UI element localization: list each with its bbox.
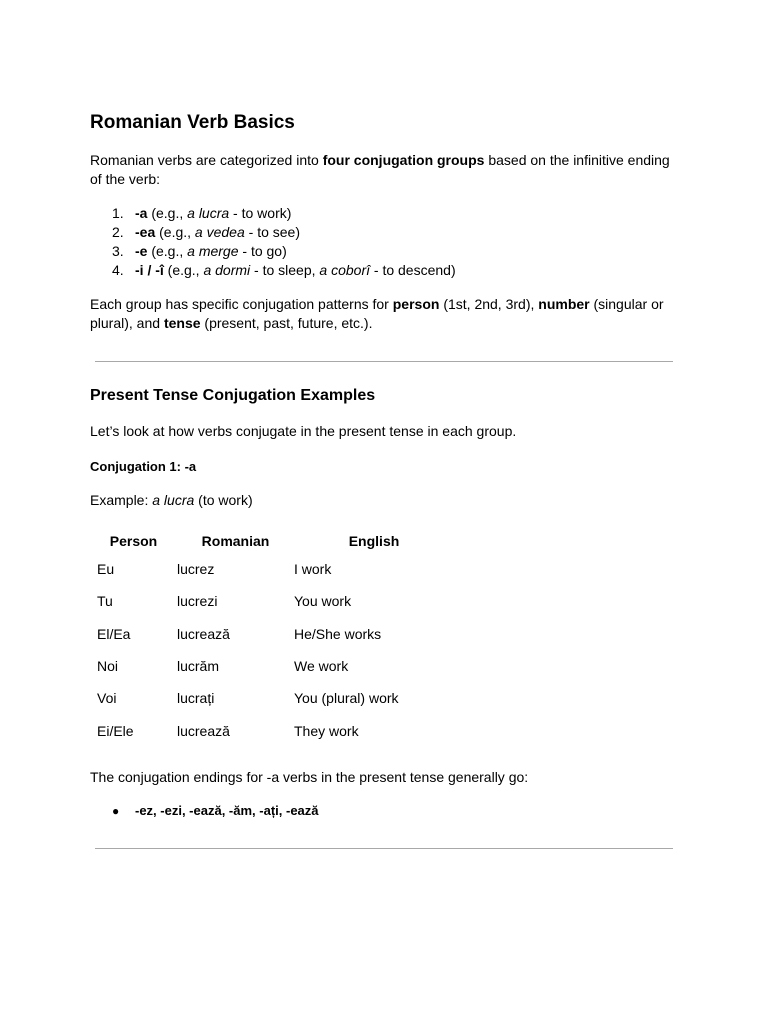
endings-intro: The conjugation endings for -a verbs in the present tense generally go: [90, 769, 529, 785]
table-row [90, 714, 454, 746]
list-number: 3. [112, 243, 124, 259]
group-text: - to see) [244, 224, 300, 240]
column-header-person: Person [109, 533, 158, 549]
patterns-bold: number [538, 296, 590, 312]
group-verb: a dormi [203, 262, 251, 278]
bullet-icon: ● [112, 804, 120, 818]
conjugation-groups-list [90, 204, 456, 280]
group-verb: a merge [187, 243, 239, 259]
conjugation-table [90, 529, 454, 747]
table-header-row [90, 529, 454, 553]
group-text: - to sleep, [250, 262, 320, 278]
table-cell: lucrează [177, 625, 230, 642]
group-ending: -i / -î [135, 262, 164, 278]
table-cell: lucrăm [177, 658, 220, 675]
group-text: (e.g., [163, 262, 204, 278]
list-item [90, 223, 456, 242]
table-cell: lucrați [177, 690, 215, 707]
endings-bullet-item [90, 802, 319, 820]
group-text: - to go) [238, 243, 287, 259]
table-cell: Ei/Ele [97, 722, 134, 739]
table-cell: I work [294, 561, 332, 578]
column-header-romanian: Romanian [201, 533, 270, 549]
table-cell: They work [294, 722, 359, 739]
patterns-text: (singular or plural), and [90, 296, 664, 331]
table-cell: You (plural) work [294, 690, 399, 707]
list-number: 2. [112, 224, 124, 240]
intro-bold: four conjugation groups [322, 152, 485, 168]
endings-list: -ez, -ezi, -ează, -ăm, -ați, -ează [135, 803, 319, 818]
column-header-english: English [348, 533, 400, 549]
example-label: Example: [90, 492, 153, 508]
conjugation-subheading: Conjugation 1: -a [90, 459, 197, 474]
patterns-text: (1st, 2nd, 3rd), [439, 296, 539, 312]
table-cell: Voi [97, 690, 117, 707]
intro-text-end: based on the infinitive ending of the verb: [90, 152, 670, 187]
table-cell: Eu [97, 561, 115, 578]
intro-paragraph [90, 151, 680, 189]
group-verb: a coborî [319, 262, 371, 278]
list-number: 1. [112, 205, 124, 221]
table-row [90, 682, 454, 714]
horizontal-divider [95, 361, 673, 362]
group-verb: a vedea [194, 224, 245, 240]
page-title: Romanian Verb Basics [90, 112, 295, 133]
section-heading: Present Tense Conjugation Examples [90, 387, 376, 404]
example-verb: a lucra [152, 492, 195, 508]
patterns-paragraph [90, 295, 680, 333]
group-text: (e.g., [147, 243, 188, 259]
patterns-bold: person [392, 296, 440, 312]
table-cell: You work [294, 593, 352, 610]
group-verb: a lucra [187, 205, 230, 221]
patterns-text: (present, past, future, etc.). [200, 315, 373, 331]
group-text: - to work) [229, 205, 292, 221]
group-text: (e.g., [147, 205, 188, 221]
table-cell: Noi [97, 658, 119, 675]
list-item [90, 204, 456, 223]
group-ending: -ea [135, 224, 156, 240]
group-text: - to descend) [370, 262, 456, 278]
group-text: (e.g., [155, 224, 195, 240]
table-cell: He/She works [294, 625, 382, 642]
example-line [90, 491, 680, 510]
group-ending: -e [135, 243, 148, 259]
table-cell: lucrezi [177, 593, 218, 610]
patterns-bold: tense [163, 315, 201, 331]
list-item [90, 242, 456, 261]
list-item [90, 261, 456, 280]
table-row [90, 553, 454, 585]
group-ending: -a [135, 205, 148, 221]
list-number: 4. [112, 262, 124, 278]
table-cell: Tu [97, 593, 113, 610]
table-row [90, 650, 454, 682]
table-row [90, 618, 454, 650]
table-cell: lucrează [177, 722, 230, 739]
table-cell: We work [294, 658, 349, 675]
patterns-text: Each group has specific conjugation patterns for [90, 296, 393, 312]
example-gloss: (to work) [194, 492, 253, 508]
table-row [90, 585, 454, 617]
table-cell: El/Ea [97, 625, 131, 642]
table-cell: lucrez [177, 561, 215, 578]
horizontal-divider [95, 848, 673, 849]
intro-text: Romanian verbs are categorized into [90, 152, 323, 168]
section-intro: Let’s look at how verbs conjugate in the present tense in each group. [90, 423, 517, 439]
